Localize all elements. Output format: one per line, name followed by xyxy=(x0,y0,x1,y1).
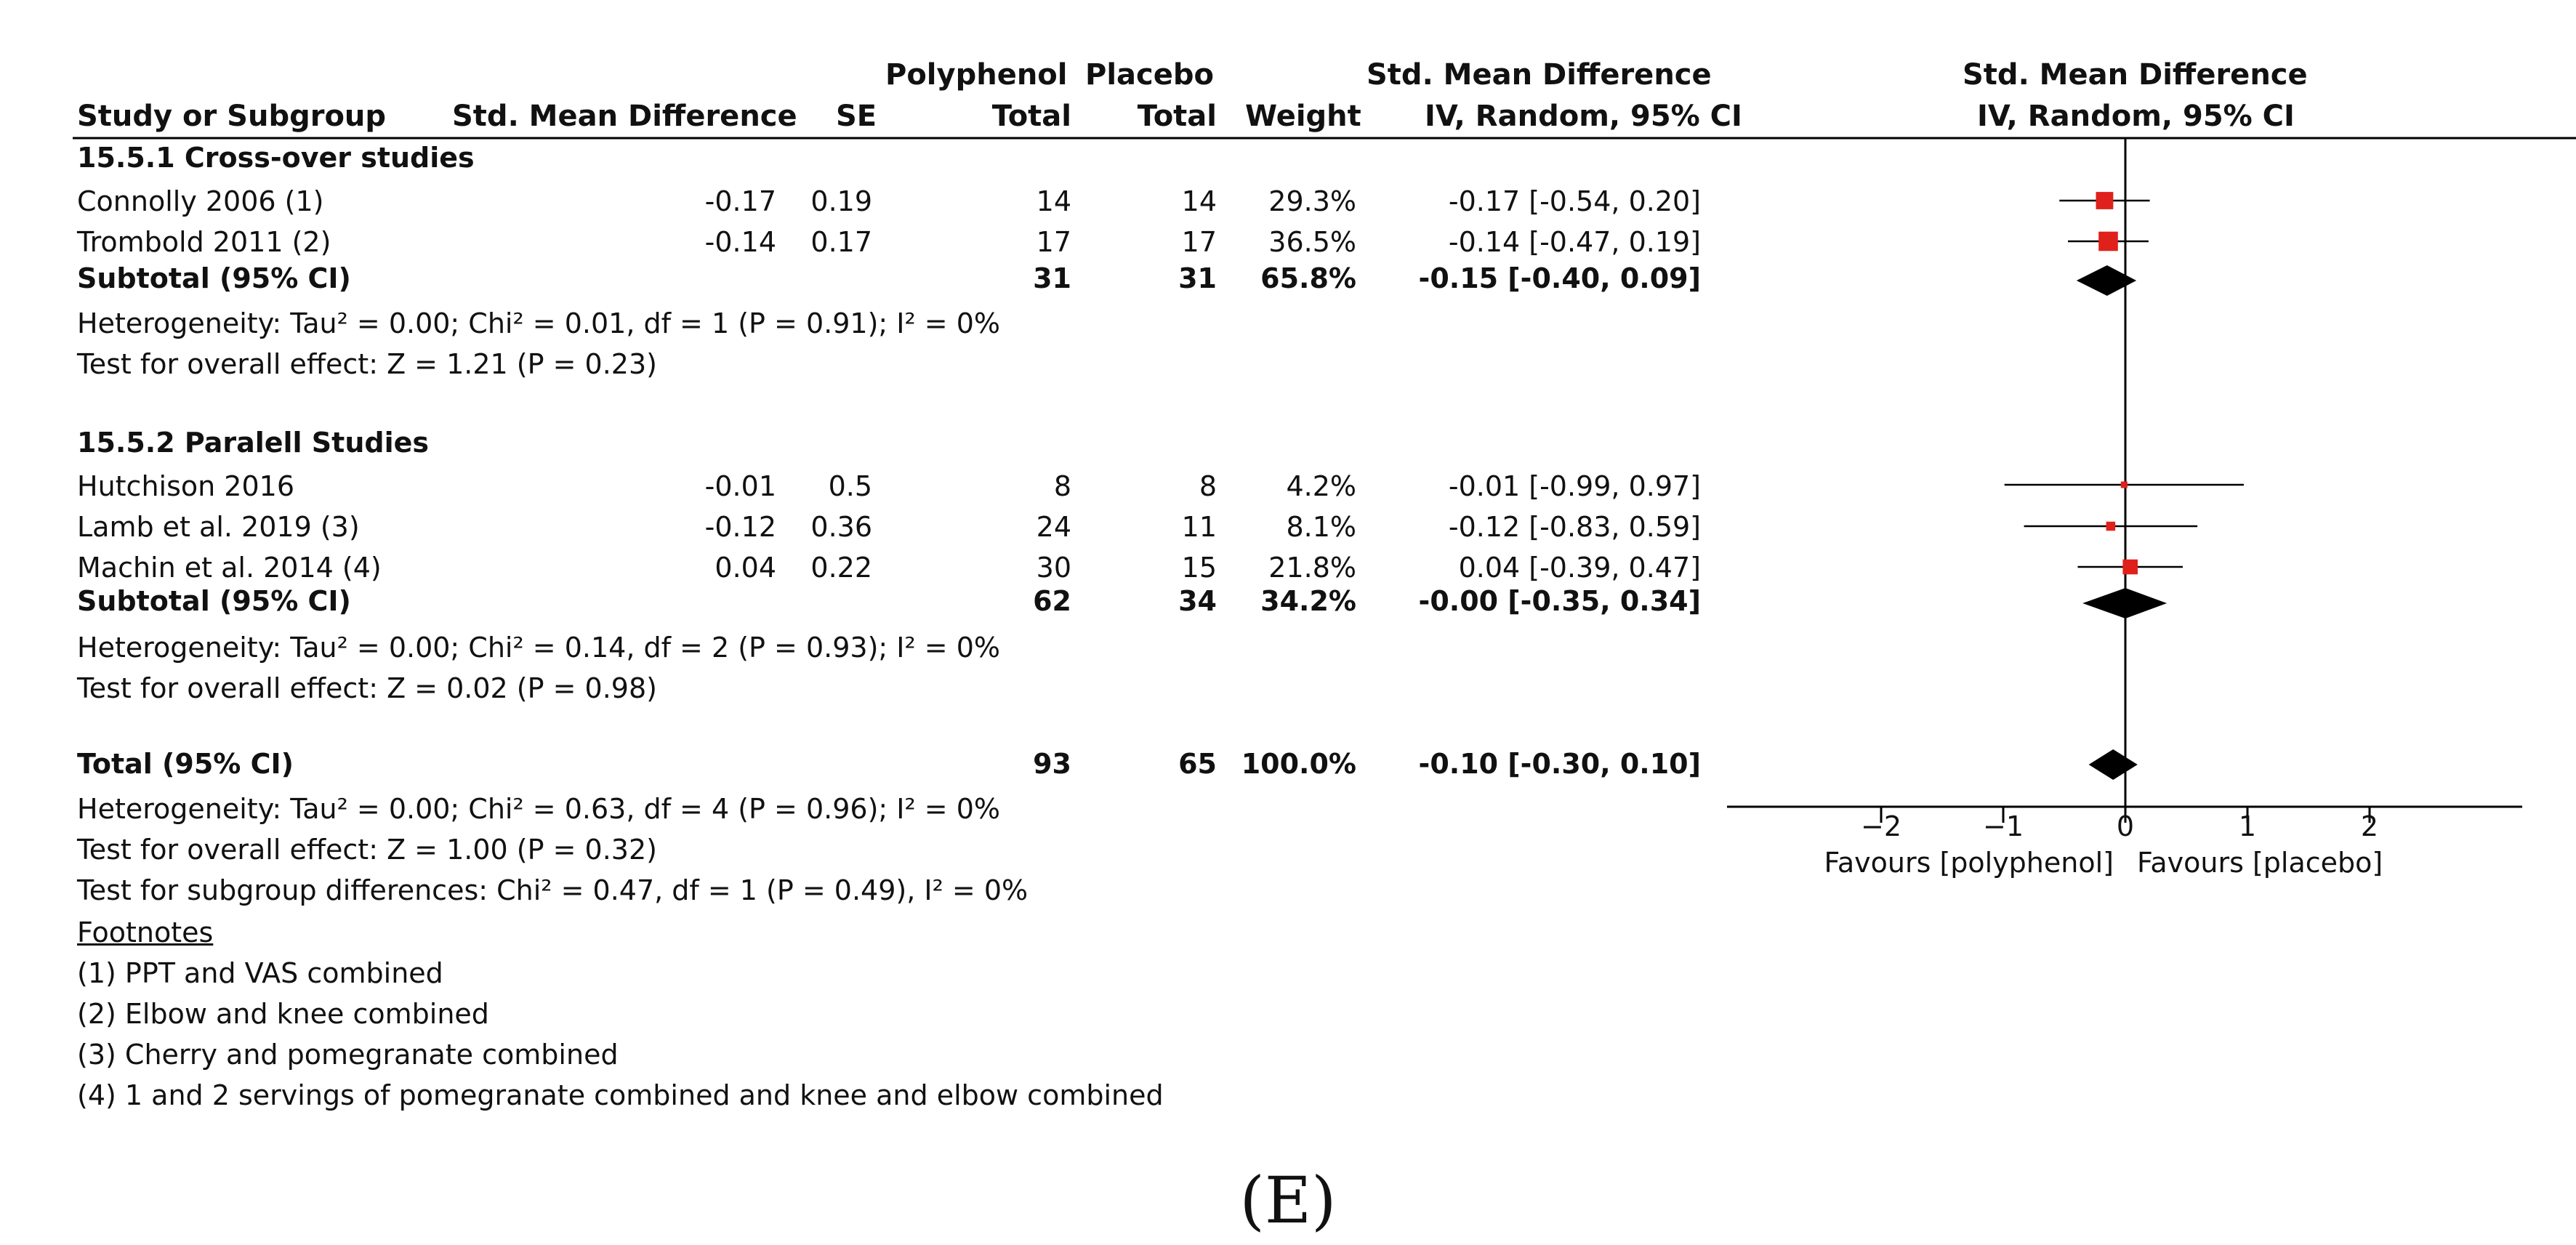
group-title: 15.5.2 Paralell Studies xyxy=(77,427,429,459)
header-plot-bottom: IV, Random, 95% CI xyxy=(1977,100,2295,133)
study-plac: 15 xyxy=(1181,552,1217,584)
subtotal-poly: 62 xyxy=(1033,585,1071,617)
study-smd: -0.17 xyxy=(704,185,776,217)
group-title: 15.5.1 Cross-over studies xyxy=(77,142,475,174)
header-poly-total: Total xyxy=(991,100,1071,133)
study-se: 0.22 xyxy=(810,552,872,584)
study-marker xyxy=(2121,481,2128,488)
x-tick-label: 1 xyxy=(2238,810,2257,842)
overall-effect-text: Test for overall effect: Z = 1.21 (P = 0.23) xyxy=(77,348,657,380)
total-weight: 100.0% xyxy=(1241,748,1356,780)
summary-diamond xyxy=(2082,588,2167,619)
subtotal-weight: 34.2% xyxy=(1260,585,1356,617)
study-name: Hutchison 2016 xyxy=(77,470,295,502)
study-name: Connolly 2006 (1) xyxy=(77,185,324,217)
study-weight: 36.5% xyxy=(1268,226,1356,258)
panel-label: (E) xyxy=(1239,1163,1337,1238)
footnote-item: (1) PPT and VAS combined xyxy=(77,957,443,989)
subtotal-poly: 31 xyxy=(1033,262,1071,294)
header-smd: Std. Mean Difference xyxy=(452,100,797,133)
heterogeneity-text: Heterogeneity: Tau² = 0.00; Chi² = 0.01, df = 1 (P = 0.91); I² = 0% xyxy=(77,307,1001,339)
study-ci: -0.01 [-0.99, 0.97] xyxy=(1448,470,1701,502)
x-tick-label: 0 xyxy=(2116,810,2135,842)
study-ci: 0.04 [-0.39, 0.47] xyxy=(1458,552,1701,584)
heterogeneity-text: Heterogeneity: Tau² = 0.00; Chi² = 0.14, df = 2 (P = 0.93); I² = 0% xyxy=(77,632,1001,664)
header-study: Study or Subgroup xyxy=(77,100,387,133)
footnote-item: (2) Elbow and knee combined xyxy=(77,998,489,1030)
subtotal-label: Subtotal (95% CI) xyxy=(77,262,351,294)
footnote-item: (3) Cherry and pomegranate combined xyxy=(77,1039,619,1071)
footnote-item: (4) 1 and 2 servings of pomegranate combined and knee and elbow combined xyxy=(77,1079,1164,1111)
study-smd: -0.12 xyxy=(704,511,776,543)
study-se: 0.17 xyxy=(810,226,872,258)
summary-diamond xyxy=(2089,749,2138,780)
header-ci-bottom: IV, Random, 95% CI xyxy=(1425,100,1742,133)
x-tick-label: −1 xyxy=(1982,810,2024,842)
header-placebo: Placebo xyxy=(1085,58,1214,92)
subgroup-differences-text: Test for subgroup differences: Chi² = 0.47, df = 1 (P = 0.49), I² = 0% xyxy=(77,874,1029,906)
header-plac-total: Total xyxy=(1137,100,1217,133)
header-polyphenol: Polyphenol xyxy=(885,58,1068,92)
study-weight: 8.1% xyxy=(1286,511,1356,543)
overall-effect-text: Test for overall effect: Z = 0.02 (P = 0.98) xyxy=(77,672,657,704)
study-weight: 4.2% xyxy=(1286,470,1356,502)
study-ci: -0.12 [-0.83, 0.59] xyxy=(1448,511,1701,543)
study-ci: -0.17 [-0.54, 0.20] xyxy=(1448,185,1701,217)
study-poly: 24 xyxy=(1036,511,1071,543)
favours-left-label: Favours [polyphenol] xyxy=(1824,847,2114,879)
header-plot-top: Std. Mean Difference xyxy=(1963,58,2308,92)
x-tick-label: 2 xyxy=(2360,810,2379,842)
study-marker xyxy=(2098,232,2118,251)
favours-right-label: Favours [placebo] xyxy=(2137,847,2383,879)
subtotal-ci: -0.15 [-0.40, 0.09] xyxy=(1418,262,1701,294)
study-smd: -0.01 xyxy=(704,470,776,502)
study-se: 0.5 xyxy=(828,470,872,502)
study-plac: 11 xyxy=(1181,511,1217,543)
study-plac: 17 xyxy=(1181,226,1217,258)
study-name: Trombold 2011 (2) xyxy=(77,226,331,258)
header-ci-top: Std. Mean Difference xyxy=(1367,58,1712,92)
study-plac: 14 xyxy=(1181,185,1217,217)
study-name: Machin et al. 2014 (4) xyxy=(77,552,382,584)
study-poly: 8 xyxy=(1053,470,1071,502)
study-plac: 8 xyxy=(1199,470,1217,502)
study-smd: 0.04 xyxy=(715,552,776,584)
study-weight: 29.3% xyxy=(1268,185,1356,217)
summary-diamond xyxy=(2077,265,2136,296)
heterogeneity-text: Heterogeneity: Tau² = 0.00; Chi² = 0.63, df = 4 (P = 0.96); I² = 0% xyxy=(77,793,1001,825)
total-plac: 65 xyxy=(1178,748,1217,780)
total-ci: -0.10 [-0.30, 0.10] xyxy=(1418,748,1701,780)
subtotal-ci: -0.00 [-0.35, 0.34] xyxy=(1418,585,1701,617)
subtotal-weight: 65.8% xyxy=(1260,262,1356,294)
footnotes-title: Footnotes xyxy=(77,916,214,948)
study-marker xyxy=(2096,192,2114,209)
total-label: Total (95% CI) xyxy=(77,748,294,780)
study-marker xyxy=(2106,522,2116,531)
study-poly: 17 xyxy=(1036,226,1071,258)
subtotal-plac: 34 xyxy=(1178,585,1217,617)
study-se: 0.19 xyxy=(810,185,872,217)
subtotal-label: Subtotal (95% CI) xyxy=(77,585,351,617)
study-poly: 30 xyxy=(1036,552,1071,584)
x-tick-label: −2 xyxy=(1860,810,1902,842)
study-weight: 21.8% xyxy=(1268,552,1356,584)
overall-effect-text: Test for overall effect: Z = 1.00 (P = 0.32) xyxy=(77,834,657,866)
study-poly: 14 xyxy=(1036,185,1071,217)
subtotal-plac: 31 xyxy=(1178,262,1217,294)
header-se: SE xyxy=(836,100,877,133)
study-se: 0.36 xyxy=(810,511,872,543)
study-smd: -0.14 xyxy=(704,226,776,258)
header-weight: Weight xyxy=(1245,100,1361,133)
study-marker xyxy=(2122,560,2138,575)
total-poly: 93 xyxy=(1033,748,1071,780)
study-name: Lamb et al. 2019 (3) xyxy=(77,511,360,543)
study-ci: -0.14 [-0.47, 0.19] xyxy=(1448,226,1701,258)
